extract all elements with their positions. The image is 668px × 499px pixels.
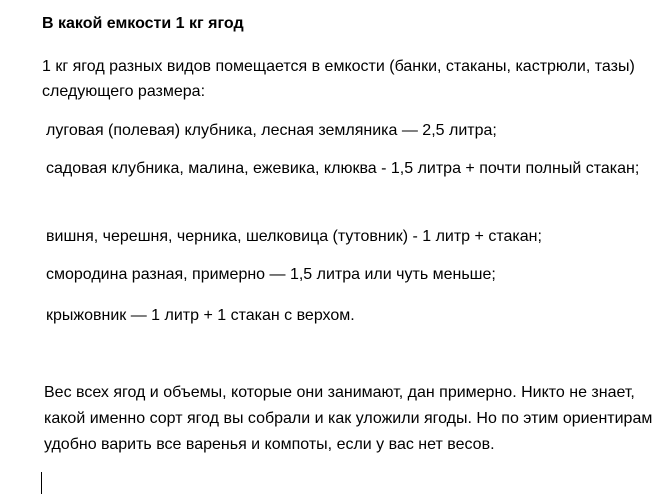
text-cursor[interactable] [41, 472, 42, 494]
list-item: садовая клубника, малина, ежевика, клюква - 1,5 литра + почти полный стакан; [46, 160, 640, 177]
list-item: смородина разная, примерно — 1,5 литра или чуть меньше; [46, 266, 496, 283]
list-item: луговая (полевая) клубника, лесная земляника — 2,5 литра; [46, 122, 497, 139]
list-item: вишня, черешня, черника, шелковица (тутовник) - 1 литр + стакан; [46, 228, 542, 245]
document-title: В какой емкости 1 кг ягод [42, 15, 244, 32]
outro-paragraph: Вес всех ягод и объемы, которые они занимают, дан примерно. Никто не знает, какой именно сорт ягод вы собрали и как уложили ягоды. Но по этим ориентирам удобно варить все варенья и компоты, если у вас нет весов. [44, 384, 653, 453]
intro-paragraph: 1 кг ягод разных видов помещается в емкости (банки, стаканы, кастрюли, тазы) следующего размера: [42, 58, 635, 100]
list-item: крыжовник — 1 литр + 1 стакан с верхом. [46, 307, 355, 324]
